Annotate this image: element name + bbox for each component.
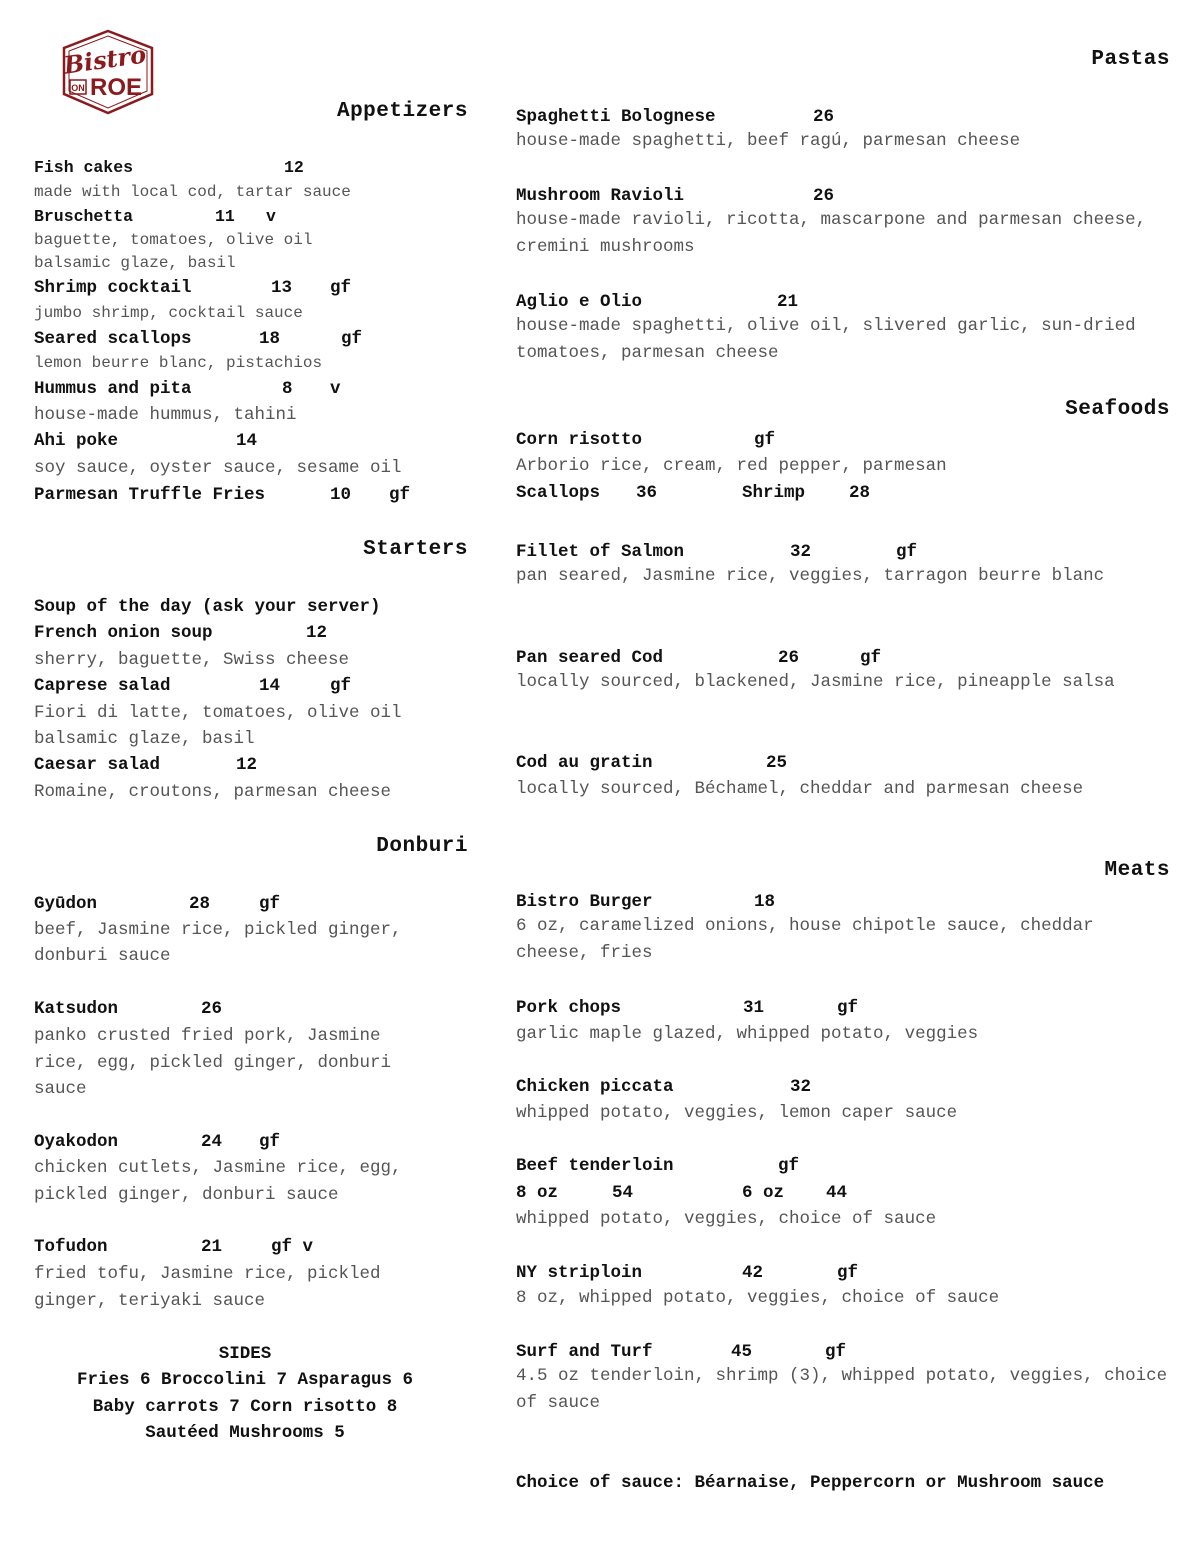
item-description: 4.5 oz tenderloin, shrimp (3), whipped potato, veggies, choice of sauce bbox=[516, 1366, 1168, 1413]
item-name: Spaghetti Bolognese bbox=[516, 107, 716, 127]
item-price: 24 bbox=[201, 1132, 223, 1152]
item-tags: v bbox=[266, 207, 276, 226]
item-description: whipped potato, veggies, choice of sauce bbox=[516, 1209, 937, 1229]
item-name: Ahi poke bbox=[34, 431, 119, 451]
item-price: 13 bbox=[271, 278, 293, 298]
item-description: soy sauce, oyster sauce, sesame oil bbox=[34, 458, 402, 478]
item-name: Corn risotto bbox=[516, 430, 643, 450]
item-price: 10 bbox=[330, 485, 352, 505]
item-description: Fiori di latte, tomatoes, olive oil bbox=[34, 703, 402, 723]
item-description: lemon beurre blanc, pistachios bbox=[34, 354, 323, 372]
item-tags: gf bbox=[837, 1263, 859, 1283]
item-description: beef, Jasmine rice, pickled ginger, bbox=[34, 920, 402, 940]
item-description: panko crusted fried pork, Jasmine bbox=[34, 1026, 381, 1046]
item-name: Oyakodon bbox=[34, 1132, 119, 1152]
option-price: 28 bbox=[849, 483, 871, 503]
item-tags: gf bbox=[341, 329, 363, 349]
item-name: Beef tenderloin bbox=[516, 1156, 674, 1176]
item-description: made with local cod, tartar sauce bbox=[34, 183, 351, 201]
item-description: garlic maple glazed, whipped potato, veggies bbox=[516, 1024, 979, 1044]
section-title-donburi: Donburi bbox=[376, 835, 468, 858]
item-description: Arborio rice, cream, red pepper, parmesan bbox=[516, 456, 947, 476]
bistro-on-roe-logo bbox=[60, 28, 156, 116]
sides-line: Baby carrots 7 Corn risotto 8 bbox=[92, 1397, 398, 1417]
item-tags: gf bbox=[778, 1156, 800, 1176]
item-price: 18 bbox=[754, 892, 776, 912]
item-name: French onion soup bbox=[34, 623, 213, 643]
item-description: 6 oz, caramelized onions, house chipotle sauce, cheddar cheese, fries bbox=[516, 916, 1094, 963]
sauce-note: Choice of sauce: Béarnaise, Peppercorn or Mushroom sauce bbox=[516, 1473, 1105, 1493]
item-price: 14 bbox=[236, 431, 258, 451]
item-name: Fish cakes bbox=[34, 158, 134, 177]
sides-line: Fries 6 Broccolini 7 Asparagus 6 bbox=[76, 1370, 414, 1390]
item-name: Pork chops bbox=[516, 998, 622, 1018]
item-price: 14 bbox=[259, 676, 281, 696]
item-tags: gf bbox=[259, 894, 281, 914]
item-price: 42 bbox=[742, 1263, 764, 1283]
item-description: rice, egg, pickled ginger, donburi bbox=[34, 1053, 392, 1073]
item-name: Gyūdon bbox=[34, 894, 98, 914]
item-tags: gf bbox=[825, 1342, 847, 1362]
item-price: 21 bbox=[777, 292, 799, 312]
item-price: 26 bbox=[813, 107, 835, 127]
item-description: chicken cutlets, Jasmine rice, egg, bbox=[34, 1158, 402, 1178]
item-price: 31 bbox=[743, 998, 765, 1018]
item-name: Bruschetta bbox=[34, 207, 134, 226]
item-price: 12 bbox=[306, 623, 328, 643]
option-label: Scallops bbox=[516, 483, 601, 503]
item-description: sauce bbox=[34, 1079, 87, 1099]
item-name: Fillet of Salmon bbox=[516, 542, 685, 562]
item-price: 32 bbox=[790, 1077, 812, 1097]
sides-line: Sautéed Mushrooms 5 bbox=[145, 1423, 345, 1443]
item-description: locally sourced, blackened, Jasmine rice, pineapple salsa bbox=[516, 672, 1115, 692]
item-description: ginger, teriyaki sauce bbox=[34, 1291, 266, 1311]
item-description: jumbo shrimp, cocktail sauce bbox=[34, 304, 303, 322]
item-description: Romaine, croutons, parmesan cheese bbox=[34, 782, 392, 802]
item-price: 18 bbox=[259, 329, 281, 349]
item-price: 12 bbox=[284, 158, 304, 177]
item-tags: gf bbox=[330, 278, 352, 298]
item-tags: gf bbox=[259, 1132, 281, 1152]
item-name: Soup of the day (ask your server) bbox=[34, 597, 381, 617]
item-description: locally sourced, Béchamel, cheddar and parmesan cheese bbox=[516, 779, 1084, 799]
item-description: pickled ginger, donburi sauce bbox=[34, 1185, 339, 1205]
item-name: Seared scallops bbox=[34, 329, 192, 349]
logo-hexagon-icon bbox=[60, 28, 156, 116]
item-price: 25 bbox=[766, 753, 788, 773]
item-description: baguette, tomatoes, olive oil bbox=[34, 231, 313, 249]
item-tags: gf bbox=[389, 485, 411, 505]
item-name: Pan seared Cod bbox=[516, 648, 664, 668]
option-price: 54 bbox=[612, 1183, 634, 1203]
item-price: 26 bbox=[778, 648, 800, 668]
item-price: 8 bbox=[282, 379, 293, 399]
item-name: Bistro Burger bbox=[516, 892, 653, 912]
item-description: sherry, baguette, Swiss cheese bbox=[34, 650, 350, 670]
sides-title: SIDES bbox=[218, 1344, 272, 1364]
item-price: 12 bbox=[236, 755, 258, 775]
item-tags: gf bbox=[837, 998, 859, 1018]
item-description: balsamic glaze, basil bbox=[34, 729, 255, 749]
item-name: Chicken piccata bbox=[516, 1077, 674, 1097]
item-description: pan seared, Jasmine rice, veggies, tarragon beurre blanc bbox=[516, 566, 1105, 586]
item-tags: gf bbox=[896, 542, 918, 562]
option-label: 6 oz bbox=[742, 1183, 785, 1203]
item-tags: gf bbox=[860, 648, 882, 668]
item-description: house-made spaghetti, beef ragú, parmesan cheese bbox=[516, 131, 1021, 151]
svg-text:ROE: ROE bbox=[89, 74, 143, 101]
svg-text:Bistro: Bistro bbox=[61, 39, 148, 80]
item-name: Caprese salad bbox=[34, 676, 171, 696]
item-description: fried tofu, Jasmine rice, pickled bbox=[34, 1264, 381, 1284]
section-title-pastas: Pastas bbox=[1091, 48, 1170, 71]
option-price: 36 bbox=[636, 483, 658, 503]
item-price: 28 bbox=[189, 894, 211, 914]
item-description: whipped potato, veggies, lemon caper sauce bbox=[516, 1103, 958, 1123]
item-price: 11 bbox=[215, 207, 235, 226]
item-description: 8 oz, whipped potato, veggies, choice of sauce bbox=[516, 1288, 1000, 1308]
item-price: 21 bbox=[201, 1237, 223, 1257]
item-name: Cod au gratin bbox=[516, 753, 653, 773]
item-name: Mushroom Ravioli bbox=[516, 186, 685, 206]
svg-text:ON: ON bbox=[71, 83, 85, 93]
item-name: Shrimp cocktail bbox=[34, 278, 192, 298]
option-label: Shrimp bbox=[742, 483, 806, 503]
item-name: Caesar salad bbox=[34, 755, 161, 775]
item-description: house-made spaghetti, olive oil, slivered garlic, sun-dried tomatoes, parmesan cheese bbox=[516, 316, 1136, 363]
item-price: 32 bbox=[790, 542, 812, 562]
item-tags: gf bbox=[330, 676, 352, 696]
option-price: 44 bbox=[826, 1183, 848, 1203]
item-name: Katsudon bbox=[34, 999, 119, 1019]
item-price: 45 bbox=[731, 1342, 753, 1362]
section-title-seafoods: Seafoods bbox=[1065, 398, 1170, 421]
item-name: NY striploin bbox=[516, 1263, 643, 1283]
item-description: donburi sauce bbox=[34, 946, 171, 966]
section-title-starters: Starters bbox=[363, 538, 468, 561]
item-price: 26 bbox=[201, 999, 223, 1019]
item-description: balsamic glaze, basil bbox=[34, 254, 236, 272]
item-name: Parmesan Truffle Fries bbox=[34, 485, 266, 505]
item-tags: gf v bbox=[271, 1237, 314, 1257]
item-description: house-made hummus, tahini bbox=[34, 405, 297, 425]
item-tags: v bbox=[330, 379, 341, 399]
item-name: Hummus and pita bbox=[34, 379, 192, 399]
item-name: Tofudon bbox=[34, 1237, 108, 1257]
section-title-appetizers: Appetizers bbox=[336, 100, 468, 123]
item-name: Surf and Turf bbox=[516, 1342, 653, 1362]
item-name: Aglio e Olio bbox=[516, 292, 643, 312]
item-price: 26 bbox=[813, 186, 835, 206]
item-tags: gf bbox=[754, 430, 776, 450]
item-description: house-made ravioli, ricotta, mascarpone and parmesan cheese, cremini mushrooms bbox=[516, 210, 1147, 257]
section-title-meats: Meats bbox=[1104, 859, 1170, 882]
option-label: 8 oz bbox=[516, 1183, 559, 1203]
